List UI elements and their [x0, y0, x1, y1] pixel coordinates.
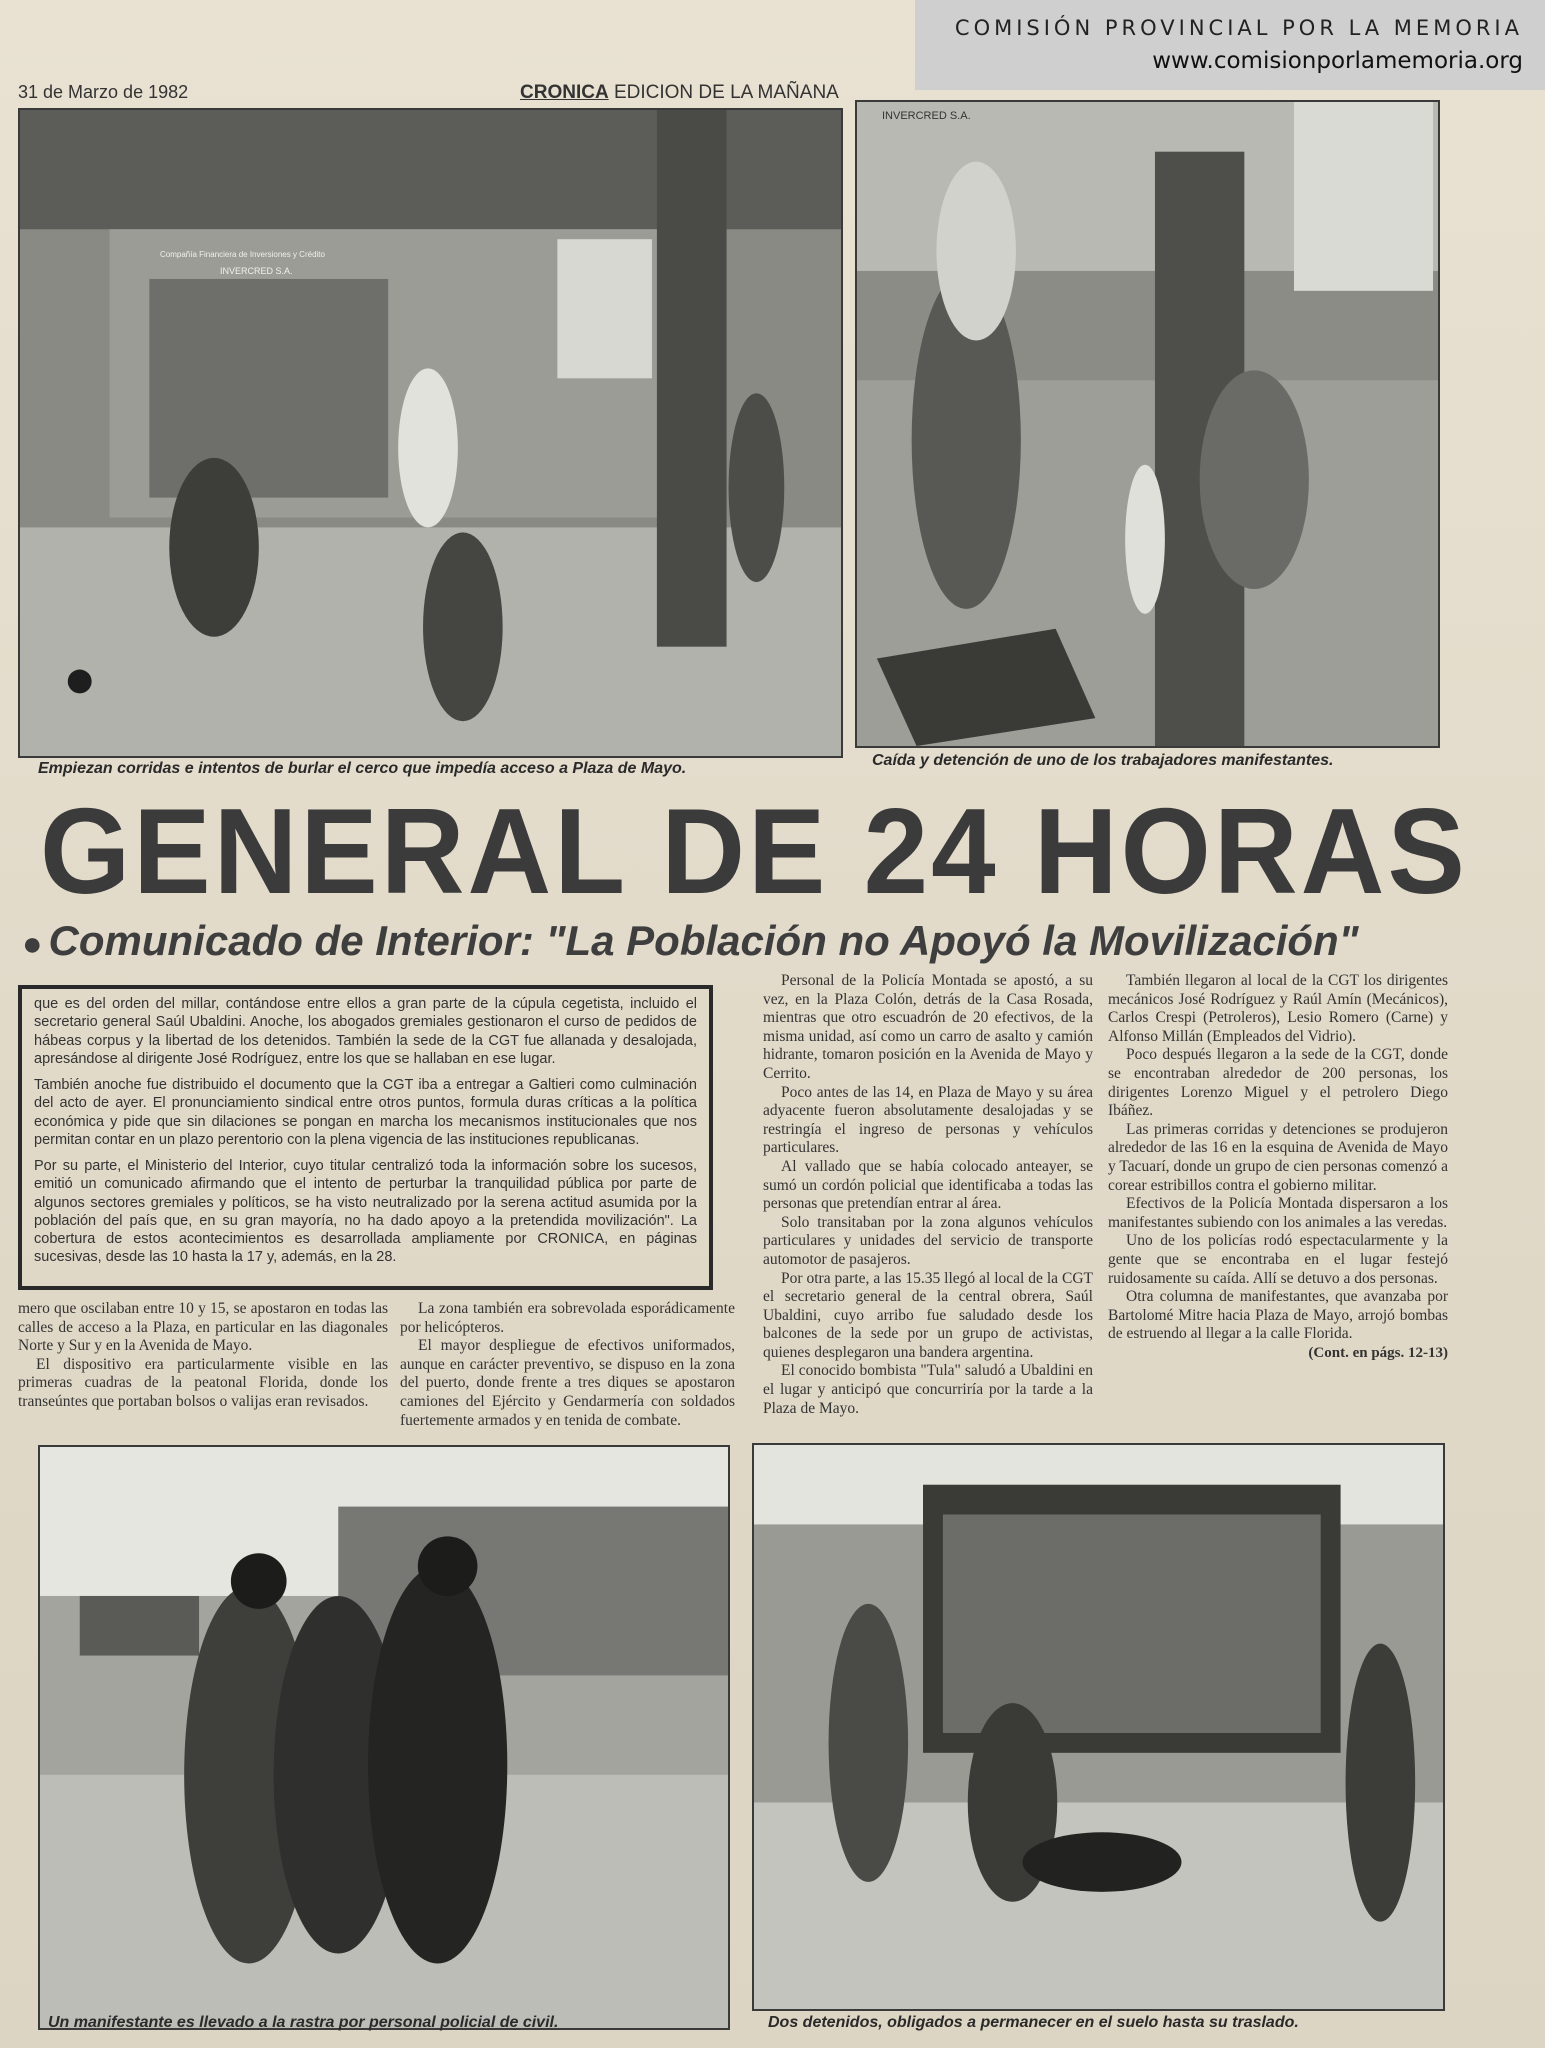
sign-text-3: INVERCRED S.A.: [882, 110, 971, 122]
column-4-paragraph: Efectivos de la Policía Montada dispersaron a los manifestantes subiendo con los animales a las veredas.: [1108, 1195, 1448, 1231]
column-4-paragraph: Las primeras corridas y detenciones se produjeron alrededor de las 16 en la esquina de Avenida de Mayo y Tacuarí, donde un grupo de cien personas comenzó a corear estribillos contra el gobierno militar.: [1108, 1120, 1448, 1194]
photo-top-right: [855, 100, 1440, 748]
caption-top-right: Caída y detención de uno de los trabajadores manifestantes.: [872, 752, 1334, 769]
column-2-paragraph: La zona también era sobrevolada esporádicamente por helicópteros.: [400, 1300, 735, 1336]
column-4: [1108, 972, 1448, 1362]
photo-bottom-right: [752, 1443, 1445, 2011]
column-2-paragraph: El mayor despliegue de efectivos uniformados, aunque en carácter preventivo, se dispuso en la zona del puerto, donde frente a tres diques se apostaron camiones del Ejército y Gendarmería con soldados fuertemente armados y en tenida de combate.: [400, 1337, 735, 1429]
photo-top-left: [18, 108, 843, 758]
edition-name: EDICION DE LA MAÑANA: [613, 82, 839, 103]
column-3-paragraph: Poco antes de las 14, en Plaza de Mayo y su área adyacente fueron absolutamente desalojadas y se restringía el ingreso de personas y vehículos particulares.: [763, 1083, 1093, 1157]
photo-top-left-image: [20, 110, 841, 756]
column-4-paragraph: Poco después llegaron a la sede de la CGT, donde se encontraban alrededor de 200 personas, los dirigentes Lorenzo Miguel y el petrolero Diego Ibáñez.: [1108, 1046, 1448, 1120]
column-4-paragraph: Uno de los policías rodó espectacularmente y la gente que se encontraba en el lugar festejó ruidosamente su caída. Allí se detuvo a dos personas.: [1108, 1232, 1448, 1287]
sign-text-2: INVERCRED S.A.: [220, 266, 293, 276]
lead-paragraph-2: También anoche fue distribuido el documento que la CGT iba a entregar a Galtieri como culminación del acto de ayer. El pronunciamiento sindical entre otros puntos, formula duras críticas a la política económica y pide que sin dilaciones se pongan en marcha los mecanismos institucionales que nos permitan contar en un plazo perentorio con la plena vigencia de las instituciones republicanas.: [34, 1077, 697, 1148]
column-1-paragraph: mero que oscilaban entre 10 y 15, se apostaron en todas las calles de acceso a la Plaza, en particular en las diagonales Norte y Sur y en la Avenida de Mayo.: [18, 1300, 388, 1355]
subhead-text: Comunicado de Interior: "La Población no Apoyó la Movilización": [48, 917, 1359, 964]
archive-stamp: [915, 0, 1545, 90]
column-3-paragraph: Por otra parte, a las 15.35 llegó al local de la CGT el secretario general de la central obrera, Saúl Ubaldini, cuyo arribo fue saludado desde los balcones de la sede por un grupo de activistas, quienes desplegaron una bandera argentina.: [763, 1269, 1093, 1361]
newspaper-name: CRONICA: [520, 82, 609, 103]
dateline: 31 de Marzo de 1982: [18, 82, 189, 102]
column-3-paragraph: El conocido bombista "Tula" saludó a Ubaldini en el lugar y anticipó que concurriría por la tarde a la Plaza de Mayo.: [763, 1362, 1093, 1417]
caption-bottom-right: Dos detenidos, obligados a permanecer en el suelo hasta su traslado.: [768, 2014, 1299, 2031]
column-2: [400, 1300, 735, 1430]
column-1: [18, 1300, 388, 1412]
column-4-paragraph: También llegaron al local de la CGT los dirigentes mecánicos José Rodríguez y Raúl Amín (Mecánicos), Carlos Crespi (Petroleros), Lesio Romero (Carne) y Alfonso Millán (Empleados del Vidrio).: [1108, 972, 1448, 1045]
photo-top-right-image: [857, 102, 1438, 746]
caption-bottom-left: Un manifestante es llevado a la rastra por personal policial de civil.: [48, 2014, 559, 2031]
photo-bottom-left: [38, 1445, 730, 2030]
photo-bottom-left-image: [40, 1447, 728, 2028]
column-1-paragraph: El dispositivo era particularmente visible en las primeras cuadras de la peatonal Florida, donde los transeúntes que portaban bolsos o valijas eran revisados.: [18, 1355, 388, 1410]
photo-bottom-right-image: [754, 1445, 1443, 2009]
column-3-paragraph: Personal de la Policía Montada se apostó, a su vez, en la Plaza Colón, detrás de la Casa Rosada, mientras que otro escuadrón de 20 efectivos, de la misma unidad, así como un carro de asalto y camión hidrante, tomaron posición en la Avenida de Mayo y Cerrito.: [763, 972, 1093, 1082]
sign-text-1: Compañía Financiera de Inversiones y Crédito: [160, 250, 325, 259]
lead-paragraph-1: que es del orden del millar, contándose entre ellos a gran parte de la cúpula cegetista, incluido el secretario general Saúl Ubaldini. Anoche, los abogados gremiales gestionaron el curso de pedidos de hábeas corpus y la libertad de los detenidos. También la sede de la CGT fue allanada y desalojada, apresándose al dirigente José Rodríguez, entre los que se hallaban en ese lugar.: [34, 996, 697, 1067]
column-4-paragraph: Otra columna de manifestantes, que avanzaba por Bartolomé Mitre hacia Plaza de Mayo, arrojó bombas de estruendo al llegar a la calle Florida.: [1108, 1288, 1448, 1343]
column-3-paragraph: Solo transitaban por la zona algunos vehículos particulares y unidades del servicio de transporte automotor de pasajeros.: [763, 1213, 1093, 1268]
archive-url[interactable]: www.comisionporlamemoria.org: [1152, 48, 1523, 74]
subhead: [22, 917, 1442, 964]
lead-paragraph-3: Por su parte, el Ministerio del Interior, cuyo titular centralizó toda la información sobre los sucesos, emitió un comunicado afirmando que el intento de perturbar la tranquilidad pública por parte de algunos sectores gremiales y políticos, se ha visto neutralizado por la serena actitud asumida por la población del país que, en su gran mayoría, no ha dado apoyo a la pretendida movilización". La cobertura de estos acontecimientos es desarrollada ampliamente por CRONICA, en páginas sucesivas, desde las 10 hasta la 17 y, además, en la 28.: [34, 1158, 697, 1266]
continued-note: (Cont. en págs. 12-13): [1308, 1344, 1448, 1361]
masthead: [520, 82, 839, 104]
caption-top-left: Empiezan corridas e intentos de burlar el cerco que impedía acceso a Plaza de Mayo.: [38, 760, 687, 777]
column-3-paragraph: Al vallado que se había colocado anteayer, se sumó un cordón policial que identificaba a todas las personas que pretendían entrar al área.: [763, 1157, 1093, 1213]
archive-org: COMISIÓN PROVINCIAL POR LA MEMORIA: [954, 16, 1523, 40]
headline: GENERAL DE 24 HORAS: [40, 782, 1468, 920]
bullet-icon: ●: [22, 925, 43, 963]
lead-box: [18, 985, 713, 1290]
column-3: [763, 972, 1093, 1418]
